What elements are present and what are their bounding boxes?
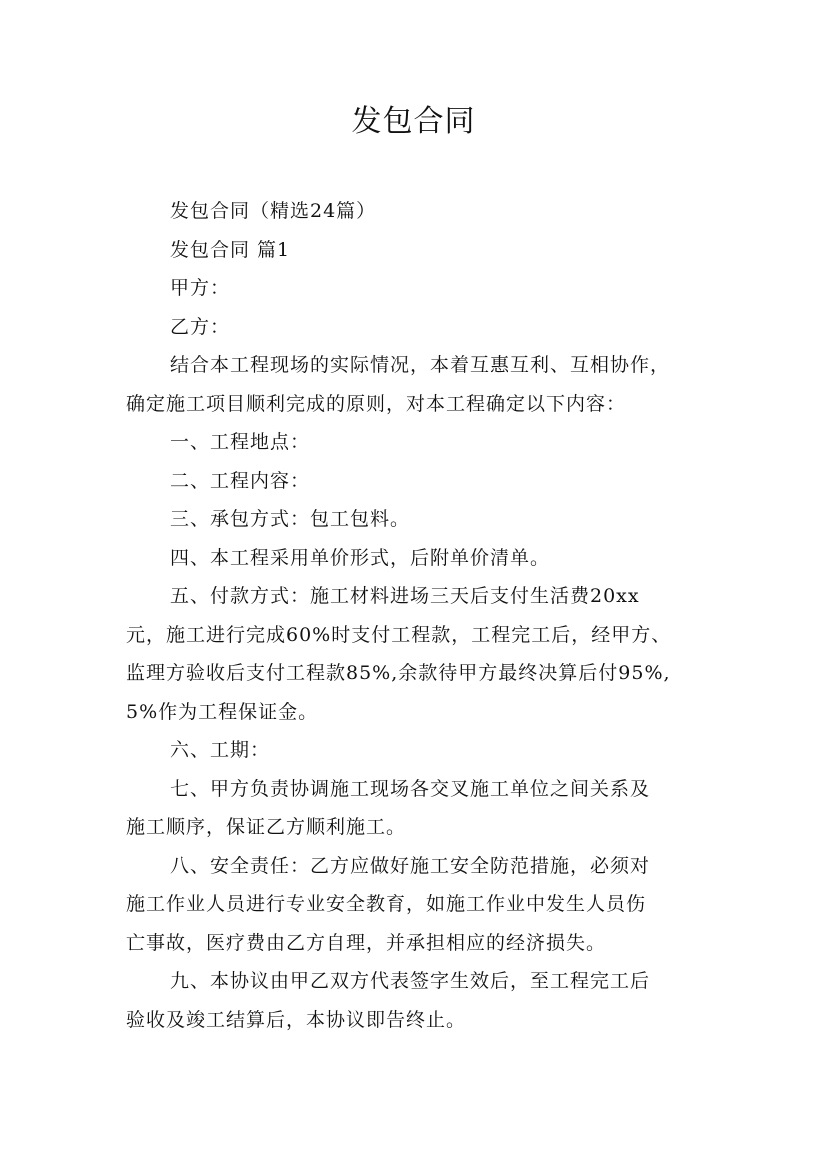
document-title: 发包合同: [351, 104, 476, 139]
text-line: 施工作业人员进行专业安全教育，如施工作业中发生人员伤: [126, 893, 647, 915]
text-line: 三、承包方式：包工包料。: [170, 508, 411, 530]
text-line: 七、甲方负责协调施工现场各交叉施工单位之间关系及: [170, 777, 651, 800]
text-line: 八、安全责任：乙方应做好施工安全防范措施，必须对: [170, 854, 651, 877]
text-line: 验收及竣工结算后，本协议即告终止。: [126, 1008, 467, 1031]
text-line: 甲方：: [170, 277, 231, 299]
text-line: 二、工程内容：: [170, 469, 311, 492]
text-line: 亡事故，医疗费由乙方自理，并承担相应的经济损失。: [126, 931, 607, 954]
text-line: 确定施工项目顺利完成的原则，对本工程确定以下内容：: [126, 392, 627, 415]
document-body: [126, 192, 706, 1039]
text-line: 结合本工程现场的实际情况，本着互惠互利、互相协作，: [170, 354, 671, 376]
text-line: 九、本协议由甲乙双方代表签字生效后，至工程完工后: [170, 970, 651, 992]
text-line: 四、本工程采用单价形式，后附单价清单。: [170, 546, 551, 569]
text-line: 六、工期：: [170, 739, 271, 761]
text-line: 发包合同 篇1: [170, 238, 291, 261]
text-line: 一、工程地点：: [170, 431, 311, 453]
text-line: 发包合同（精选24篇）: [170, 200, 377, 222]
text-line: 五、付款方式：施工材料进场三天后支付生活费20xx: [170, 585, 640, 607]
text-line: 监理方验收后支付工程款85%,余款待甲方最终决算后付95%,: [126, 662, 671, 684]
text-line: 5%作为工程保证金。: [126, 700, 319, 723]
text-line: 元，施工进行完成60%时支付工程款，工程完工后，经甲方、: [126, 623, 672, 646]
text-line: 乙方：: [170, 315, 231, 338]
text-line: 施工顺序，保证乙方顺利施工。: [126, 816, 407, 838]
